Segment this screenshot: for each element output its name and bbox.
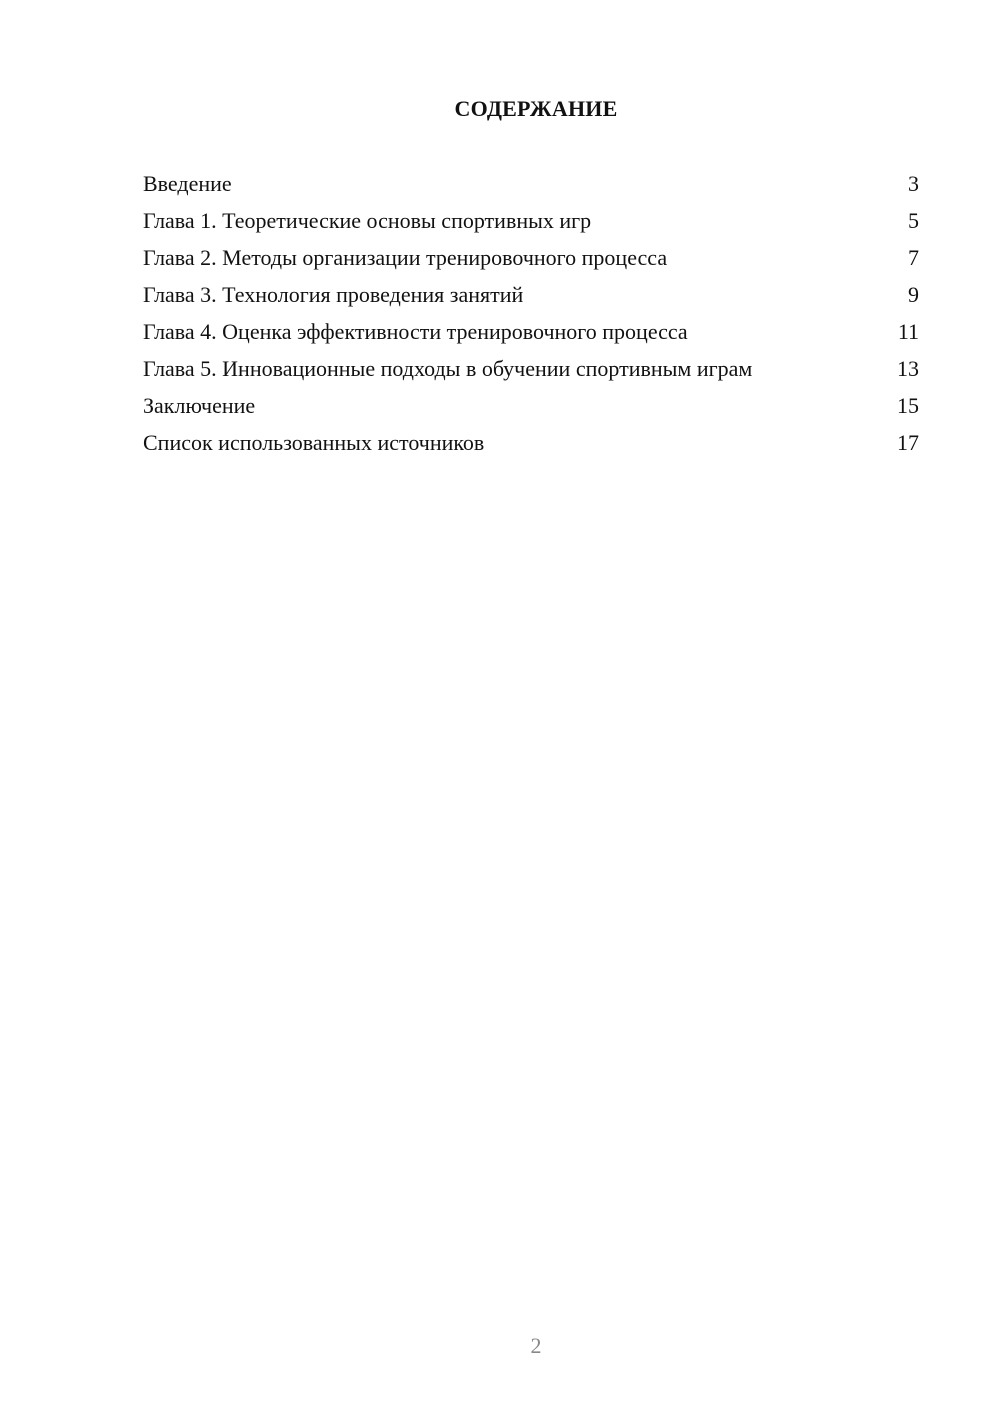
toc-entry-chapter-2 [143, 244, 919, 272]
toc-entry-chapter-4 [143, 318, 919, 346]
toc-entry-references [143, 429, 919, 457]
toc-entry-conclusion [143, 392, 919, 420]
table-of-contents [143, 170, 919, 466]
toc-entry-label: Глава 1. Теоретические основы спортивных игр [143, 208, 592, 233]
toc-entry-label: Введение [143, 171, 232, 196]
page-title: СОДЕРЖАНИЕ [454, 96, 618, 121]
toc-entry-chapter-5 [143, 355, 919, 383]
toc-entry-page: 3 [908, 171, 919, 196]
toc-entry-chapter-1 [143, 207, 919, 235]
toc-entry-label: Глава 4. Оценка эффективности тренировочного процесса [143, 319, 688, 344]
page-number: 2 [530, 1333, 542, 1358]
toc-entry-page: 5 [908, 208, 919, 233]
toc-entry-page: 13 [897, 356, 919, 381]
toc-entry-page: 17 [897, 430, 919, 455]
toc-entry-page: 9 [908, 282, 919, 307]
toc-entry-label: Глава 5. Инновационные подходы в обучении спортивным играм [143, 356, 753, 381]
toc-entry-page: 11 [897, 319, 919, 344]
toc-entry-page: 7 [908, 245, 919, 270]
toc-entry-label: Глава 2. Методы организации тренировочного процесса [143, 245, 668, 270]
toc-entry-label: Глава 3. Технология проведения занятий [143, 282, 524, 307]
toc-entry-label: Заключение [143, 393, 256, 418]
toc-entry-introduction [143, 170, 919, 198]
toc-entry-chapter-3 [143, 281, 919, 309]
toc-entry-page: 15 [897, 393, 919, 418]
toc-entry-label: Список использованных источников [143, 430, 485, 455]
